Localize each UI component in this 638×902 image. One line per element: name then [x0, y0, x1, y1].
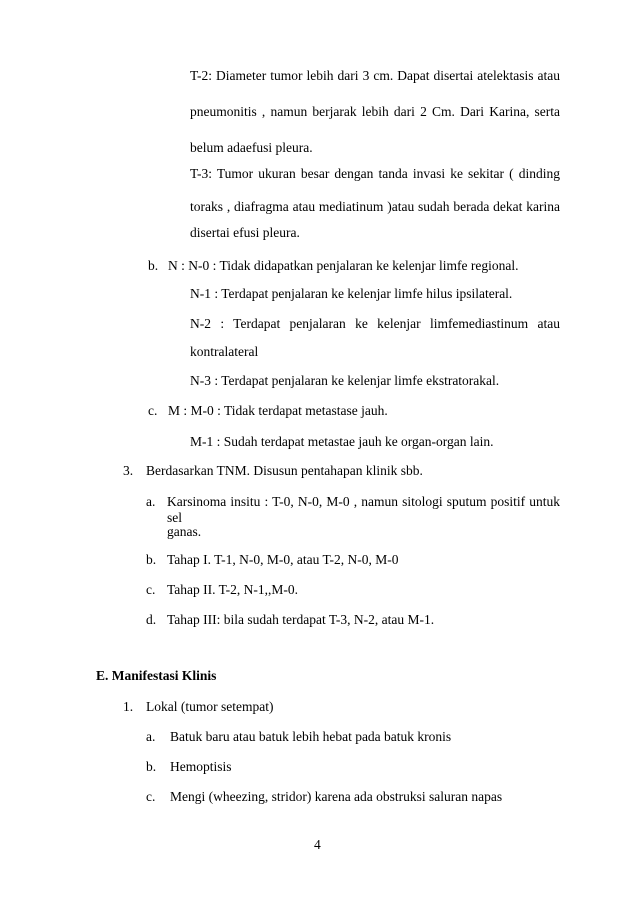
section-e-b-text: Hemoptisis [170, 759, 232, 774]
section-e-item1: Lokal (tumor setempat) [146, 699, 274, 714]
staging-b-marker: b. [146, 552, 157, 567]
m-list-marker: c. [148, 403, 158, 418]
t3-line-1: T-3: Tumor ukuran besar dengan tanda invasi ke sekitar ( dinding [190, 166, 560, 181]
t3-line-3: disertai efusi pleura. [190, 225, 300, 240]
section-e-c-marker: c. [146, 789, 156, 804]
staging-d-text: Tahap III: bila sudah terdapat T-3, N-2, atau M-1. [167, 612, 435, 627]
staging-marker: 3. [123, 463, 134, 478]
staging-b-text: Tahap I. T-1, N-0, M-0, atau T-2, N-0, M-0 [167, 552, 399, 567]
m1-text: M-1 : Sudah terdapat metastae jauh ke organ-organ lain. [190, 434, 494, 449]
staging-heading: Berdasarkan TNM. Disusun pentahapan klinik sbb. [146, 463, 423, 478]
staging-c-text: Tahap II. T-2, N-1,,M-0. [167, 582, 299, 597]
section-e-a-text: Batuk baru atau batuk lebih hebat pada batuk kronis [170, 729, 452, 744]
t2-line-2: pneumonitis , namun berjarak lebih dari 2 Cm. Dari Karina, serta [190, 104, 560, 119]
staging-a-marker: a. [146, 494, 156, 509]
n1-text: N-1 : Terdapat penjalaran ke kelenjar limfe hilus ipsilateral. [190, 286, 513, 301]
t3-line-2: toraks , diafragma atau mediatinum )atau sudah berada dekat karina [190, 199, 560, 214]
section-e-b-marker: b. [146, 759, 157, 774]
n0-text: N : N-0 : Tidak didapatkan penjalaran ke kelenjar limfe regional. [168, 258, 519, 273]
page-number: 4 [314, 837, 321, 852]
staging-a-line-2: ganas. [167, 524, 202, 539]
n3-text: N-3 : Terdapat penjalaran ke kelenjar limfe ekstratorakal. [190, 373, 500, 388]
staging-c-marker: c. [146, 582, 156, 597]
m0-text: M : M-0 : Tidak terdapat metastase jauh. [168, 403, 388, 418]
staging-d-marker: d. [146, 612, 157, 627]
t2-line-3: belum adaefusi pleura. [190, 140, 313, 155]
section-e-heading: E. Manifestasi Klinis [96, 668, 217, 683]
n-list-marker: b. [148, 258, 159, 273]
t2-line-1: T-2: Diameter tumor lebih dari 3 cm. Dapat disertai atelektasis atau [190, 68, 560, 83]
section-e-item1-marker: 1. [123, 699, 134, 714]
n2-line-2: kontralateral [190, 344, 259, 359]
section-e-c-text: Mengi (wheezing, stridor) karena ada obstruksi saluran napas [170, 789, 503, 804]
n2-line-1: N-2 : Terdapat penjalaran ke kelenjar limfemediastinum atau [190, 316, 560, 331]
section-e-a-marker: a. [146, 729, 156, 744]
staging-a-line-1: Karsinoma insitu : T-0, N-0, M-0 , namun sitologi sputum positif untuk sel [167, 494, 560, 525]
